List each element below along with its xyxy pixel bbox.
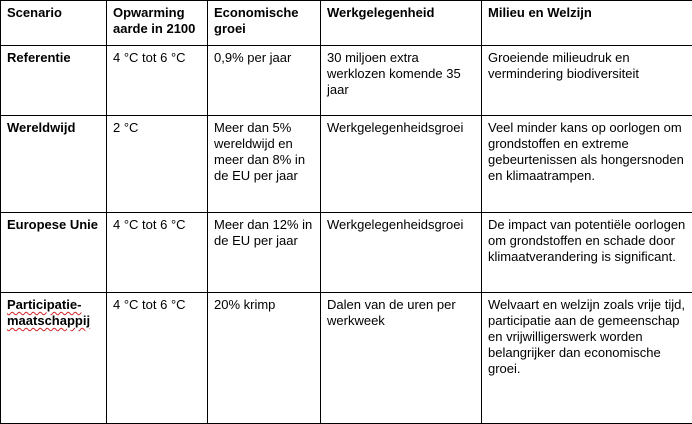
table-row-europese-unie: [1, 213, 692, 293]
cell-milieu: De impact van potentiële oorlogen om grondstoffen en schade door klimaatverandering is significant.: [482, 213, 692, 293]
table-header-row: [1, 1, 692, 46]
table-row-wereldwijd: [1, 116, 692, 213]
cell-scenario: Wereldwijd: [1, 116, 107, 213]
cell-groei: 20% krimp: [208, 293, 321, 424]
cell-opwarming: 4 °C tot 6 °C: [107, 213, 208, 293]
cell-milieu: Welvaart en welzijn zoals vrije tijd, participatie aan de gemeenschap en vrijwilligerswerk worden belangrijker dan economische groei.: [482, 293, 692, 424]
cell-werkgelegenheid: Werkgelegenheidsgroei: [321, 116, 482, 213]
cell-scenario: Participatie-maatschappij: [7, 297, 90, 328]
header-scenario: Scenario: [1, 1, 107, 46]
header-opwarming: Opwarming aarde in 2100: [107, 1, 208, 46]
cell-scenario: Referentie: [1, 46, 107, 116]
cell-werkgelegenheid: 30 miljoen extra werklozen komende 35 jaar: [321, 46, 482, 116]
cell-werkgelegenheid: Dalen van de uren per werkweek: [321, 293, 482, 424]
table-row-referentie: [1, 46, 692, 116]
cell-groei: 0,9% per jaar: [208, 46, 321, 116]
cell-groei: Meer dan 5% wereldwijd en meer dan 8% in de EU per jaar: [208, 116, 321, 213]
header-werkgelegenheid: Werkgelegenheid: [321, 1, 482, 46]
cell-milieu: Groeiende milieudruk en vermindering biodiversiteit: [482, 46, 692, 116]
cell-opwarming: 4 °C tot 6 °C: [107, 46, 208, 116]
cell-groei: Meer dan 12% in de EU per jaar: [208, 213, 321, 293]
cell-opwarming: 4 °C tot 6 °C: [107, 293, 208, 424]
cell-scenario: Europese Unie: [1, 213, 107, 293]
cell-werkgelegenheid: Werkgelegenheidsgroei: [321, 213, 482, 293]
header-milieu-welzijn: Milieu en Welzijn: [482, 1, 692, 46]
cell-opwarming: 2 °C: [107, 116, 208, 213]
table-row-participatiemaatschappij: [1, 293, 692, 424]
cell-milieu: Veel minder kans op oorlogen om grondstoffen en extreme gebeurtenissen als hongersnoden en klimaatrampen.: [482, 116, 692, 213]
header-economische-groei: Economische groei: [208, 1, 321, 46]
